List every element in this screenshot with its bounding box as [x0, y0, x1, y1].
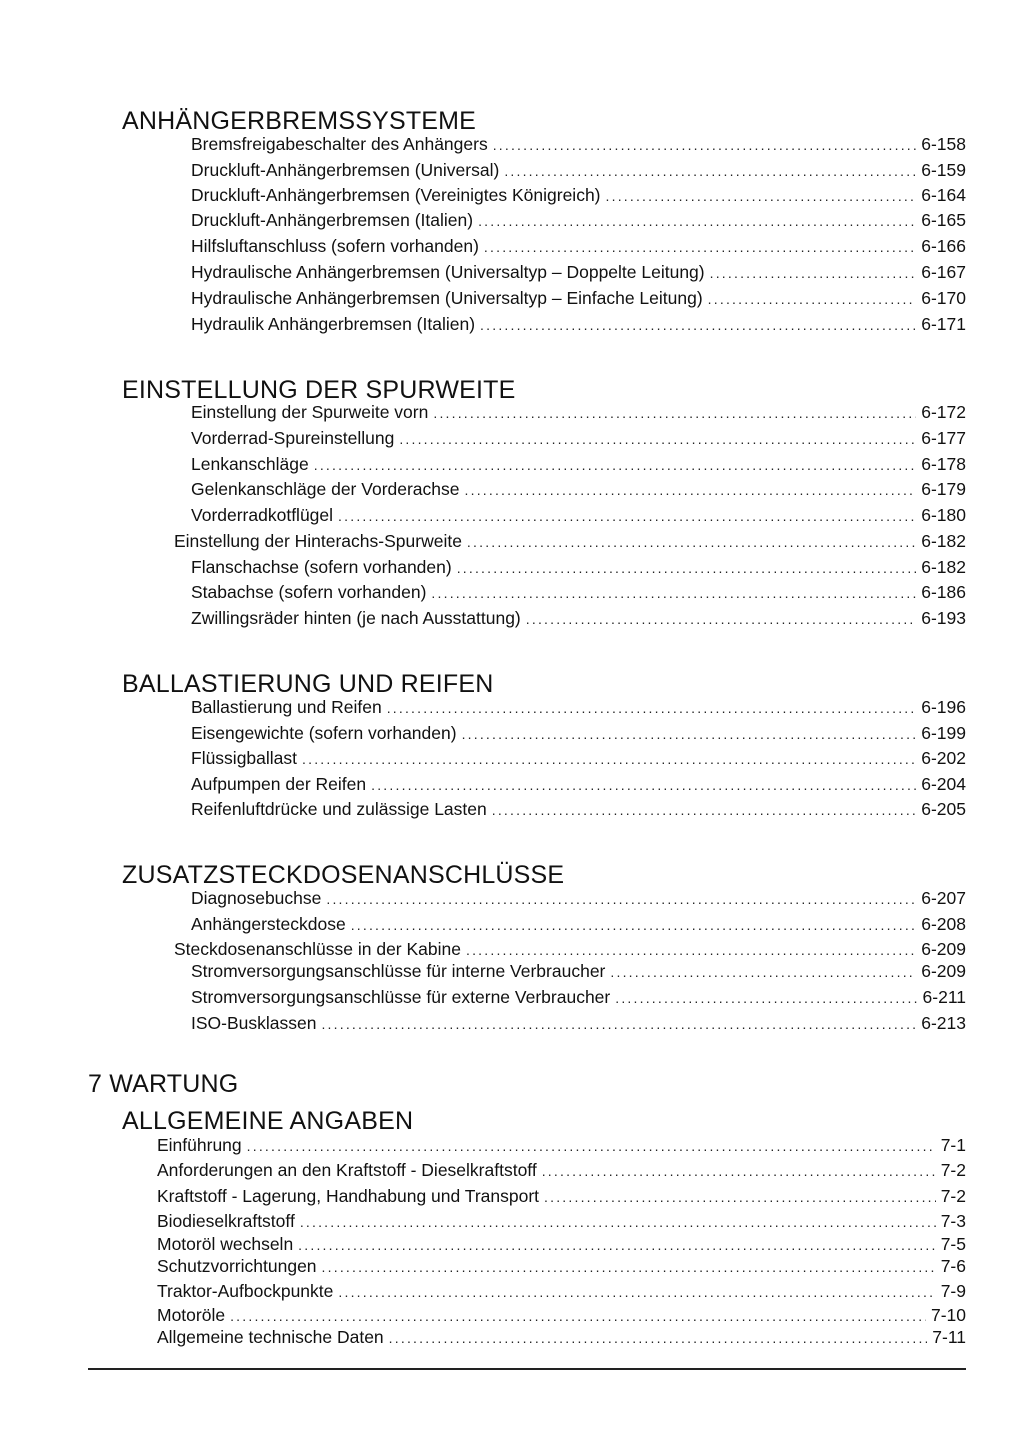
- dot-leader: [708, 292, 917, 306]
- dot-leader: [298, 1238, 936, 1252]
- toc-entry[interactable]: Motoröl wechseln ..... 7-5: [157, 1236, 966, 1254]
- toc-entry[interactable]: Druckluft-Anhängerbremsen (Universal) ..... 6-159: [191, 162, 966, 180]
- dot-leader: [351, 918, 917, 932]
- toc-entry[interactable]: Anforderungen an den Kraftstoff - Dieselkraftstoff ..... 7-2: [157, 1162, 966, 1180]
- dot-leader: [493, 138, 917, 152]
- toc-entry[interactable]: Zwillingsräder hinten (je nach Ausstattung) ..... 6-193: [191, 610, 966, 628]
- toc-entry[interactable]: Bremsfreigabeschalter des Anhängers ..... 6-158: [191, 136, 966, 154]
- dot-leader: [478, 214, 916, 228]
- toc-entry[interactable]: Flanschachse (sofern vorhanden) ..... 6-182: [191, 559, 966, 577]
- dot-leader: [389, 1331, 928, 1345]
- toc-entry[interactable]: Vorderradkotflügel ..... 6-180: [191, 507, 966, 525]
- toc-entry[interactable]: Vorderrad-Spureinstellung ..... 6-177: [191, 430, 966, 448]
- toc-entry[interactable]: Traktor-Aufbockpunkte ..... 7-9: [157, 1283, 966, 1301]
- dot-leader: [484, 240, 916, 254]
- toc-entry[interactable]: Flüssigballast ..... 6-202: [191, 750, 966, 768]
- toc-entry[interactable]: Hydraulische Anhängerbremsen (Universaltyp – Doppelte Leitung) ..... 6-167: [191, 264, 966, 282]
- dot-leader: [465, 483, 917, 497]
- dot-leader: [338, 509, 916, 523]
- dot-leader: [326, 892, 916, 906]
- toc-entry[interactable]: Stabachse (sofern vorhanden) ..... 6-186: [191, 584, 966, 602]
- dot-leader: [321, 1017, 916, 1031]
- toc-entry[interactable]: Schutzvorrichtungen ..... 7-6: [157, 1258, 966, 1276]
- toc-entry[interactable]: Hydraulische Anhängerbremsen (Universaltyp – Einfache Leitung) ..... 6-170: [191, 290, 966, 308]
- section-heading-general: ALLGEMEINE ANGABEN: [122, 1107, 414, 1135]
- section-heading-sockets: ZUSATZSTECKDOSENANSCHLÜSSE: [122, 861, 565, 889]
- toc-entry[interactable]: Lenkanschläge ..... 6-178: [191, 456, 966, 474]
- dot-leader: [338, 1285, 935, 1299]
- toc-entry[interactable]: Motoröle ..... 7-10: [157, 1307, 966, 1325]
- dot-leader: [457, 561, 917, 575]
- toc-entry[interactable]: Aufpumpen der Reifen ..... 6-204: [191, 776, 966, 794]
- toc-entry[interactable]: Druckluft-Anhängerbremsen (Italien) ..... 6-165: [191, 212, 966, 230]
- dot-leader: [387, 701, 917, 715]
- dot-leader: [710, 266, 917, 280]
- dot-leader: [526, 612, 916, 626]
- dot-leader: [314, 458, 917, 472]
- dot-leader: [431, 586, 916, 600]
- toc-entry[interactable]: Biodieselkraftstoff ..... 7-3: [157, 1213, 966, 1231]
- dot-leader: [302, 752, 916, 766]
- dot-leader: [300, 1215, 936, 1229]
- dot-leader: [480, 318, 916, 332]
- dot-leader: [399, 432, 916, 446]
- dot-leader: [606, 189, 917, 203]
- section-heading-track-width: EINSTELLUNG DER SPURWEITE: [122, 376, 516, 404]
- dot-leader: [544, 1190, 936, 1204]
- section-heading-trailer-brakes: ANHÄNGERBREMSSYSTEME: [122, 107, 477, 135]
- dot-leader: [467, 535, 916, 549]
- dot-leader: [542, 1164, 936, 1178]
- dot-leader: [247, 1139, 936, 1153]
- toc-entry[interactable]: Reifenluftdrücke und zulässige Lasten ..... 6-205: [191, 801, 966, 819]
- toc-entry[interactable]: Stromversorgungsanschlüsse für interne Verbraucher ..... 6-209: [191, 963, 966, 981]
- toc-entry[interactable]: Hydraulik Anhängerbremsen (Italien) ..... 6-171: [191, 316, 966, 334]
- toc-entry[interactable]: Einstellung der Hinterachs-Spurweite ..... 6-182: [174, 533, 966, 551]
- toc-entry[interactable]: Diagnosebuchse ..... 6-207: [191, 890, 966, 908]
- toc-entry[interactable]: Stromversorgungsanschlüsse für externe Verbraucher ..... 6-211: [191, 989, 966, 1007]
- toc-entry[interactable]: Ballastierung und Reifen ..... 6-196: [191, 699, 966, 717]
- toc-entry[interactable]: Einführung ..... 7-1: [157, 1137, 966, 1155]
- toc-entry[interactable]: Gelenkanschläge der Vorderachse ..... 6-179: [191, 481, 966, 499]
- dot-leader: [504, 164, 916, 178]
- toc-entry[interactable]: Allgemeine technische Daten ..... 7-11: [157, 1329, 966, 1347]
- dot-leader: [433, 406, 916, 420]
- dot-leader: [371, 778, 916, 792]
- dot-leader: [466, 943, 916, 957]
- toc-entry[interactable]: Eisengewichte (sofern vorhanden) ..... 6-199: [191, 725, 966, 743]
- dot-leader: [610, 965, 916, 979]
- dot-leader: [230, 1309, 926, 1323]
- dot-leader: [462, 727, 917, 741]
- section-heading-ballast-tyres: BALLASTIERUNG UND REIFEN: [122, 670, 494, 698]
- toc-entry[interactable]: Anhängersteckdose ..... 6-208: [191, 916, 966, 934]
- toc-entry[interactable]: Druckluft-Anhängerbremsen (Vereinigtes Königreich) ..... 6-164: [191, 187, 966, 205]
- footer-rule: [88, 1368, 966, 1370]
- chapter-title: 7 WARTUNG: [88, 1070, 239, 1098]
- toc-entry[interactable]: ISO-Busklassen ..... 6-213: [191, 1015, 966, 1033]
- toc-entry[interactable]: Kraftstoff - Lagerung, Handhabung und Transport ..... 7-2: [157, 1188, 966, 1206]
- toc-entry[interactable]: Einstellung der Spurweite vorn ..... 6-172: [191, 404, 966, 422]
- toc-entry[interactable]: Hilfsluftanschluss (sofern vorhanden) ..... 6-166: [191, 238, 966, 256]
- dot-leader: [615, 991, 917, 1005]
- toc-entry[interactable]: Steckdosenanschlüsse in der Kabine ..... 6-209: [174, 941, 966, 959]
- dot-leader: [492, 803, 916, 817]
- dot-leader: [322, 1260, 936, 1274]
